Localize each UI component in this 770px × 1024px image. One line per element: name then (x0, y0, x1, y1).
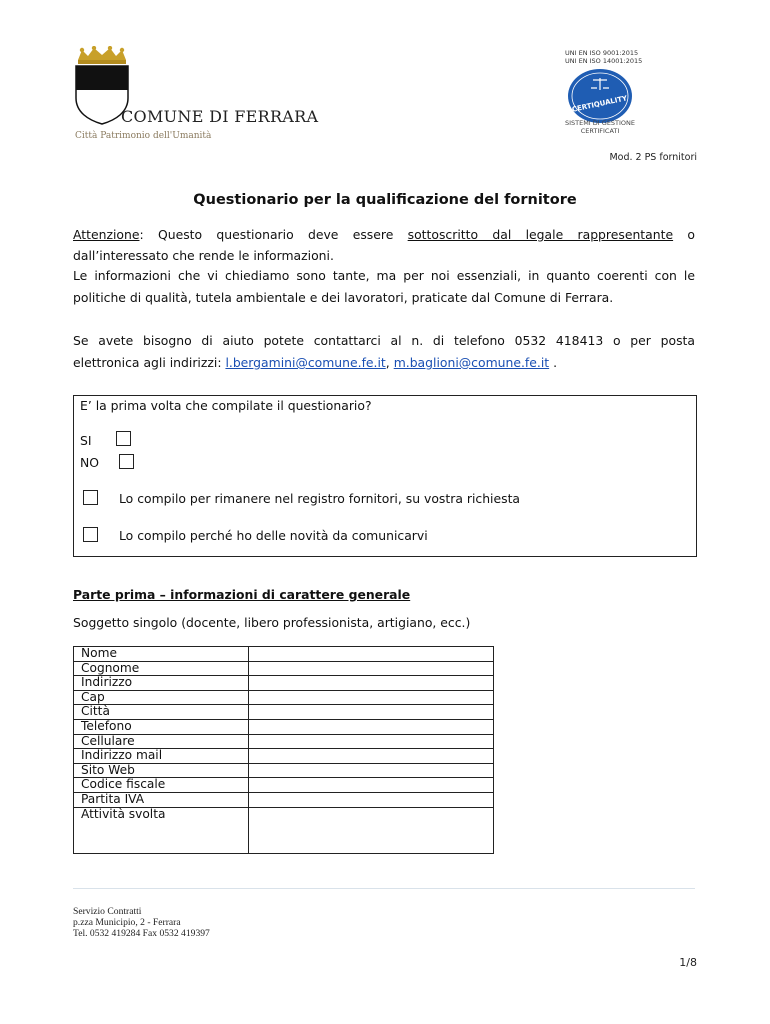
field-input-cognome[interactable] (249, 661, 494, 676)
option-si-checkbox[interactable] (116, 431, 131, 446)
certification-block (545, 49, 655, 139)
attention-label: Attenzione (73, 227, 140, 242)
field-label-attivita-svolta: Attività svolta (74, 807, 249, 853)
table-row (74, 719, 494, 734)
intro-text-b: o (673, 227, 695, 242)
reason-registry-label: Lo compilo per rimanere nel registro fornitori, su vostra richiesta (119, 491, 521, 506)
field-label-cognome: Cognome (74, 661, 249, 676)
cert-line-9001: UNI EN ISO 9001:2015 (565, 49, 639, 57)
field-label-cap: Cap (74, 690, 249, 705)
field-input-citta[interactable] (249, 705, 494, 720)
intro-line-1 (73, 224, 695, 245)
table-row (74, 778, 494, 793)
contact-prefix: elettronica agli indirizzi: (73, 355, 226, 370)
option-no-checkbox[interactable] (119, 454, 134, 469)
intro-line-4: politiche di qualità, tutela ambientale e dei lavoratori, praticate dal Comune di Ferrara. (73, 290, 614, 305)
org-subtitle: Città Patrimonio dell'Umanità (75, 131, 212, 141)
attention-sep: : (139, 227, 144, 242)
footer-divider (73, 888, 695, 889)
field-label-indirizzo: Indirizzo (74, 676, 249, 691)
field-label-cellulare: Cellulare (74, 734, 249, 749)
field-input-indirizzo-mail[interactable] (249, 749, 494, 764)
intro-line-2: dall’interessato che rende le informazioni. (73, 248, 334, 263)
table-row (74, 763, 494, 778)
email-link-bergamini[interactable]: l.bergamini@comune.fe.it (225, 355, 386, 370)
org-name: COMUNE DI FERRARA (121, 107, 319, 126)
field-input-sito-web[interactable] (249, 763, 494, 778)
footer-phone-fax: Tel. 0532 419284 Fax 0532 419397 (73, 928, 210, 939)
cert-line-14001: UNI EN ISO 14001:2015 (565, 57, 643, 65)
field-label-citta: Città (74, 705, 249, 720)
footer-address: p.zza Municipio, 2 - Ferrara (73, 917, 181, 928)
cert-badge-text: CERTIQUALITY (571, 94, 628, 114)
table-row (74, 647, 494, 662)
contact-end: . (549, 355, 558, 370)
cert-footer-2: CERTIFICATI (580, 127, 620, 135)
field-input-partita-iva[interactable] (249, 792, 494, 807)
field-label-nome: Nome (74, 647, 249, 662)
field-input-cap[interactable] (249, 690, 494, 705)
table-row (74, 807, 494, 853)
option-no-label: NO (80, 455, 100, 470)
field-input-cellulare[interactable] (249, 734, 494, 749)
field-label-codice-fiscale: Codice fiscale (74, 778, 249, 793)
field-input-nome[interactable] (249, 647, 494, 662)
certiquality-badge-icon (567, 68, 633, 124)
option-si-label: SI (80, 433, 92, 448)
document-reference: Mod. 2 PS fornitori (609, 152, 697, 163)
table-row (74, 749, 494, 764)
field-label-partita-iva: Partita IVA (74, 792, 249, 807)
field-input-telefono[interactable] (249, 719, 494, 734)
field-input-indirizzo[interactable] (249, 676, 494, 691)
email-separator: , (385, 355, 394, 370)
section-heading-general-info: Parte prima – informazioni di carattere generale (73, 587, 411, 602)
field-label-telefono: Telefono (74, 719, 249, 734)
page-number: 1/8 (679, 956, 697, 969)
first-time-question-box (73, 395, 697, 557)
reason-registry-checkbox[interactable] (83, 490, 98, 505)
cert-footer-1: SISTEMI DI GESTIONE (564, 119, 636, 127)
intro-text-a: Questo questionario deve essere (143, 227, 408, 242)
table-row (74, 661, 494, 676)
section-subheading-single-subject: Soggetto singolo (docente, libero professionista, artigiano, ecc.) (73, 615, 471, 630)
table-row (74, 705, 494, 720)
field-label-indirizzo-mail: Indirizzo mail (74, 749, 249, 764)
intro-line-3: Le informazioni che vi chiediamo sono tante, ma per noi essenziali, in quanto coerenti con le (73, 268, 695, 283)
email-link-baglioni[interactable]: m.baglioni@comune.fe.it (393, 355, 550, 370)
table-row (74, 792, 494, 807)
field-input-codice-fiscale[interactable] (249, 778, 494, 793)
first-time-question: E’ la prima volta che compilate il questionario? (80, 398, 372, 413)
table-row (74, 690, 494, 705)
field-label-sito-web: Sito Web (74, 763, 249, 778)
signatory-requirement: sottoscritto dal legale rappresentante (407, 227, 674, 242)
contact-line-2 (73, 352, 695, 373)
table-row (74, 676, 494, 691)
reason-news-checkbox[interactable] (83, 527, 98, 542)
page-title: Questionario per la qualificazione del fornitore (193, 192, 577, 208)
supplier-info-table (73, 646, 494, 854)
contact-line-1: Se avete bisogno di aiuto potete contattarci al n. di telefono 0532 418413 o per posta (73, 333, 695, 348)
table-row (74, 734, 494, 749)
field-input-attivita-svolta[interactable] (249, 807, 494, 853)
reason-news-label: Lo compilo perché ho delle novità da comunicarvi (119, 528, 428, 543)
footer-office: Servizio Contratti (73, 906, 142, 917)
